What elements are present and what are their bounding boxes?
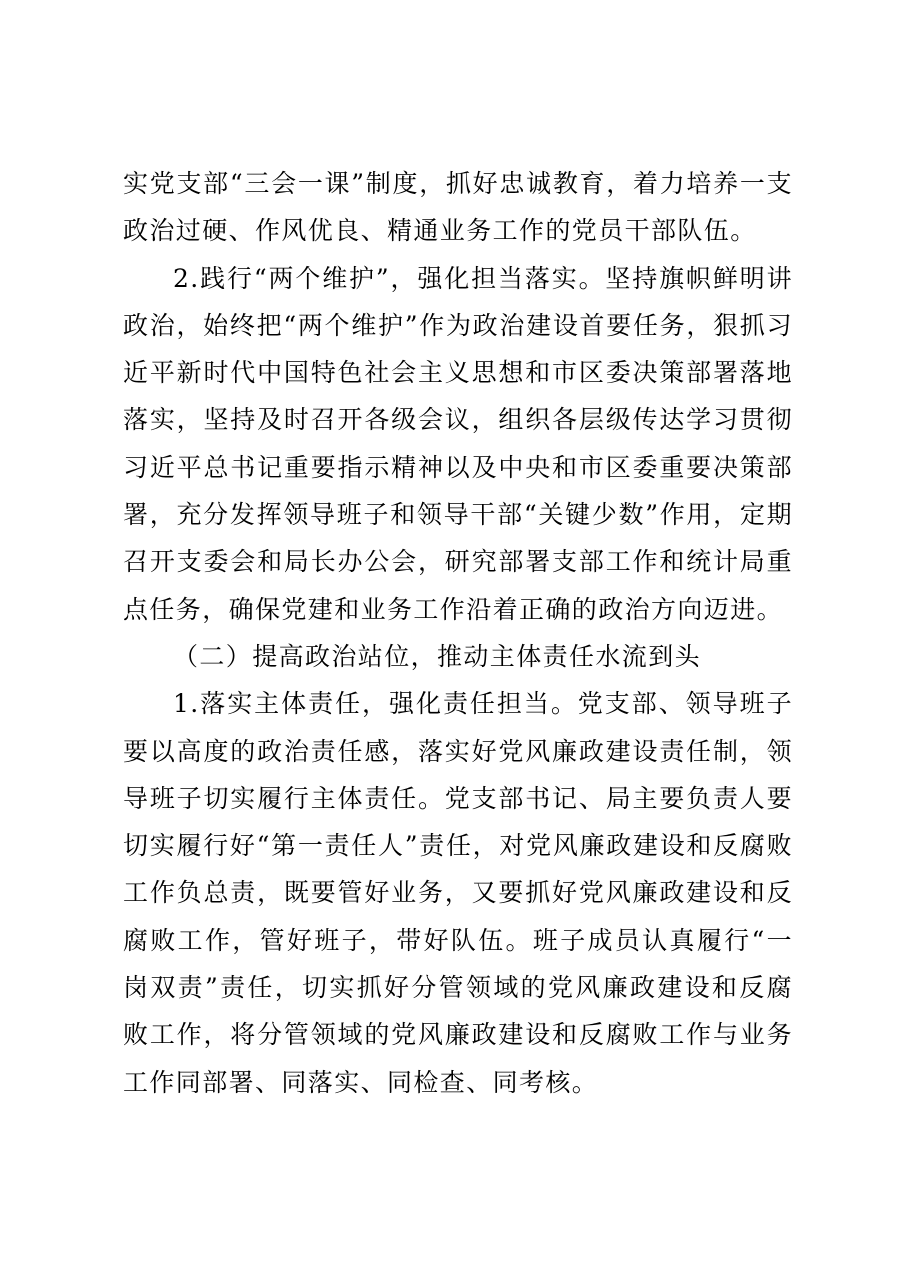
paragraph-item-1: 1.落实主体责任，强化责任担当。党支部、领导班子要以高度的政治责任感，落实好党风廉政建设责任制，领导班子切实履行主体责任。党支部书记、局主要负责人要切实履行好“第一责任人”责任，对党风廉政建设和反腐败工作负总责，既要管好业务，又要抓好党风廉政建设和反腐败工作，管好班子，带好队伍。班子成员认真履行“一岗双责”责任，切实抓好分管领域的党风廉政建设和反腐败工作，将分管领域的党风廉政建设和反腐败工作与业务工作同部署、同落实、同检查、同考核。 [123, 689, 793, 1097]
paragraph-item-2: 2.践行“两个维护”，强化担当落实。坚持旗帜鲜明讲政治，始终把“两个维护”作为政治建设首要任务，狠抓习近平新时代中国特色社会主义思想和市区委决策部署落地落实，坚持及时召开各级会议，组织各层级传达学习贯彻习近平总书记重要指示精神以及中央和市区委重要决策部署，充分发挥领导班子和领导干部“关键少数”作用，定期召开支委会和局长办公会，研究部署支部工作和统计局重点任务，确保党建和业务工作沿着正确的政治方向迈进。 [123, 263, 793, 624]
section-heading-2: （二）提高政治站位，推动主体责任水流到头 [173, 641, 702, 671]
document-body [123, 160, 793, 1106]
paragraph-continuation: 实党支部“三会一课”制度，抓好忠诚教育，着力培养一支政治过硬、作风优良、精通业务工作的党员干部队伍。 [123, 169, 793, 246]
